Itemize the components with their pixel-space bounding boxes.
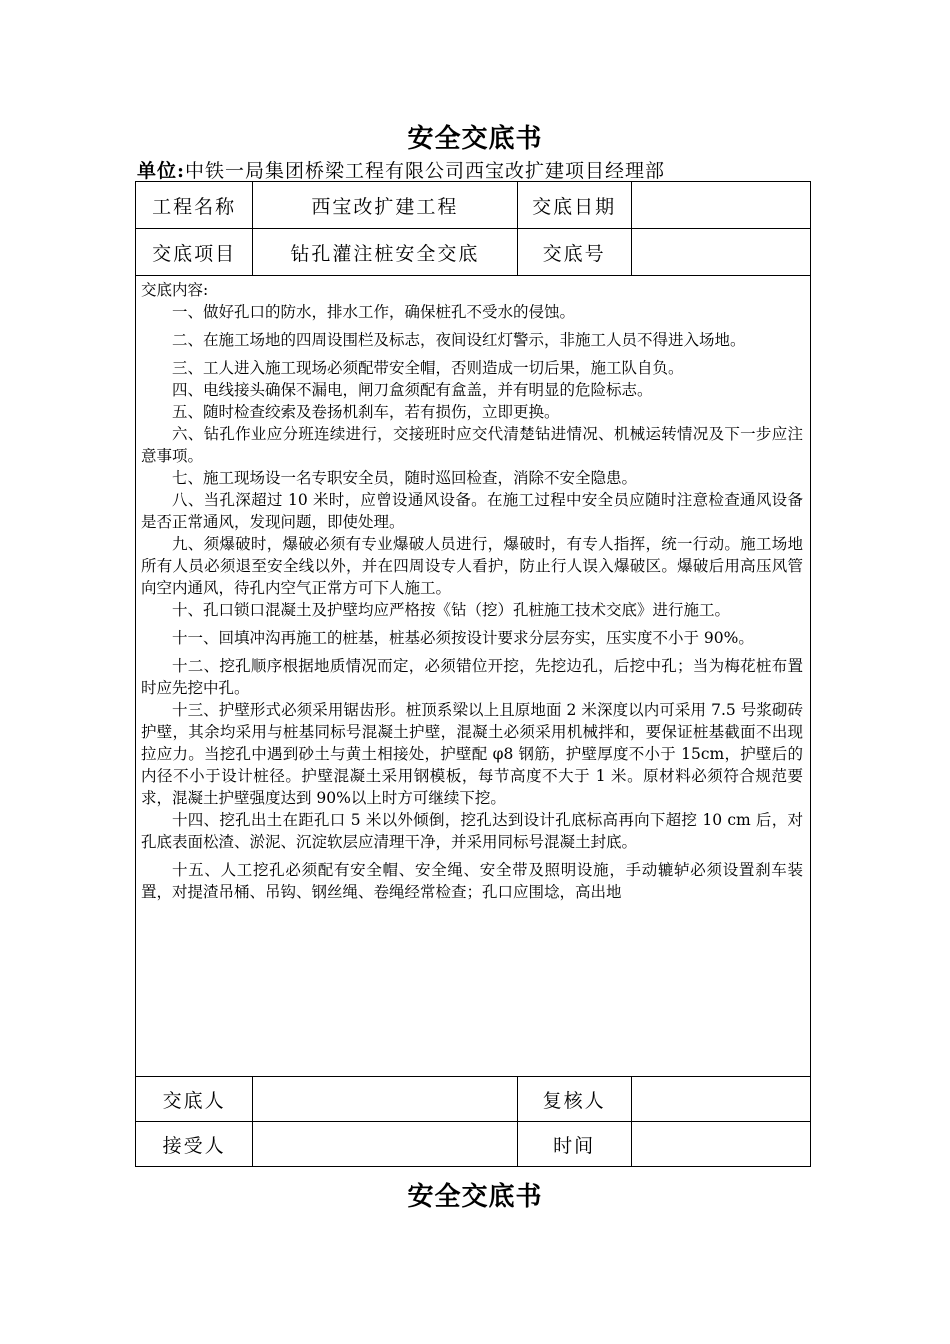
disclosure-number-label: 交底号 (517, 229, 631, 276)
reviewer-label: 复核人 (517, 1077, 631, 1122)
content-cell (136, 276, 811, 1077)
project-name-value: 西宝改扩建工程 (253, 182, 517, 229)
content-paragraph-14: 十四、挖孔出土在距孔口 5 米以外倾倒，挖孔达到设计孔底标高再向下超挖 10 cm 后，对孔底表面松渣、淤泥、沉淀软层应清理干净，并采用同标号混凝土封底。 (141, 811, 803, 851)
discloser-value (253, 1077, 517, 1122)
document-title: 安全交底书 (407, 124, 543, 154)
content-paragraph-11: 十一、回填冲沟再施工的桩基，桩基必须按设计要求分层夯实，压实度不小于 90%。 (172, 629, 754, 647)
content-paragraph-7: 七、施工现场设一名专职安全员，随时巡回检查，消除不安全隐患。 (172, 469, 638, 487)
content-paragraph-13: 十三、护壁形式必须采用锯齿形。桩顶系梁以上且原地面 2 米深度以内可采用 7.5 号浆砌砖护壁，其余均采用与桩基同标号混凝土护壁，混凝土必须采用机械拌和，要保证桩基截面不出现拉应力。当挖孔中遇到砂土与黄土相接处，护壁配 φ8 钢筋，护壁厚度不小于 15cm，护壁后的内径不小于设计桩径。护壁混凝土采用钢模板，每节高度不大于 1 米。原材料必须符合规范要求，混凝土护壁强度达到 90%以上时方可继续下挖。 (141, 701, 803, 807)
content-label: 交底内容: (141, 281, 209, 299)
content-paragraph-15: 十五、人工挖孔必须配有安全帽、安全绳、安全带及照明设施，手动辘轳必须设置刹车装置，对提渣吊桶、吊钩、钢丝绳、卷绳经常检查；孔口应围埝，高出地 (141, 861, 803, 901)
receiver-value (253, 1122, 517, 1167)
discloser-label: 交底人 (136, 1077, 253, 1122)
content-paragraph-6: 六、钻孔作业应分班连续进行，交接班时应交代清楚钻进情况、机械运转情况及下一步应注意事项。 (141, 425, 803, 465)
table-row-project-name (136, 182, 811, 229)
unit-line (137, 156, 665, 183)
disclosure-item-value: 钻孔灌注桩安全交底 (253, 229, 517, 276)
content-paragraph-9: 九、须爆破时，爆破必须有专业爆破人员进行，爆破时，有专人指挥，统一行动。施工场地所有人员必须退至安全线以外，并在四周设专人看护，防止行人误入爆破区。爆破后用高压风管向空内通风，待孔内空气正常方可下人施工。 (141, 535, 803, 597)
unit-label: 单位: (137, 160, 186, 182)
content-paragraph-8: 八、当孔深超过 10 米时，应曾设通风设备。在施工过程中安全员应随时注意检查通风设备是否正常通风，发现问题，即使处理。 (141, 491, 803, 531)
time-label: 时间 (517, 1122, 631, 1167)
disclosure-form-table (135, 181, 811, 1167)
disclosure-number-value (631, 229, 810, 276)
table-row-content (136, 276, 811, 1077)
content-paragraph-3: 三、工人进入施工现场必须配带安全帽，否则造成一切后果，施工队自负。 (172, 359, 684, 377)
content-paragraph-2: 二、在施工场地的四周设围栏及标志，夜间设红灯警示，非施工人员不得进入场地。 (172, 331, 746, 349)
content-paragraph-5: 五、随时检查绞索及卷扬机刹车，若有损伤，立即更换。 (172, 403, 560, 421)
unit-value: 中铁一局集团桥梁工程有限公司西宝改扩建项目经理部 (185, 160, 666, 182)
disclosure-date-label: 交底日期 (517, 182, 631, 229)
table-row-receiver (136, 1122, 811, 1167)
disclosure-date-value (631, 182, 810, 229)
content-paragraph-1: 一、做好孔口的防水，排水工作，确保桩孔不受水的侵蚀。 (172, 303, 576, 321)
receiver-label: 接受人 (136, 1122, 253, 1167)
next-page-title: 安全交底书 (407, 1182, 543, 1212)
time-value (631, 1122, 810, 1167)
content-paragraph-10: 十、孔口锁口混凝土及护壁均应严格按《钻（挖）孔桩施工技术交底》进行施工。 (172, 601, 731, 619)
table-row-discloser (136, 1077, 811, 1122)
content-paragraph-4: 四、电线接头确保不漏电，闸刀盒须配有盒盖，并有明显的危险标志。 (172, 381, 653, 399)
reviewer-value (631, 1077, 810, 1122)
disclosure-item-label: 交底项目 (136, 229, 253, 276)
table-row-disclosure-item (136, 229, 811, 276)
content-paragraph-12: 十二、挖孔顺序根据地质情况而定，必须错位开挖，先挖边孔，后挖中孔；当为梅花桩布置时应先挖中孔。 (141, 657, 803, 697)
project-name-label: 工程名称 (136, 182, 253, 229)
